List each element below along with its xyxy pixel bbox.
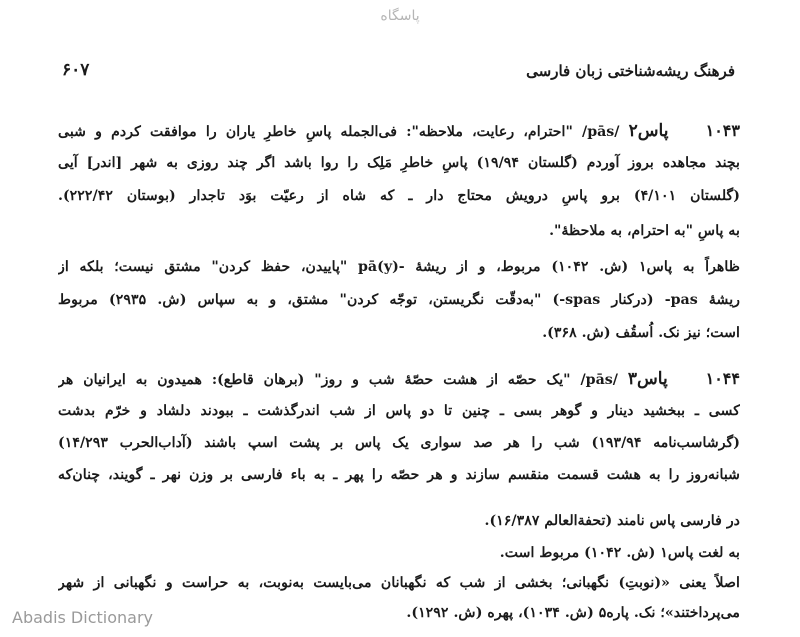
entry-1043-line-6: ریشهٔ pas- (درکنار spas-) "به‌دقّت نگریستن، توجّه کردن" مشتق، و به سپاس (ش. ۲۹۳۵) مربوط xyxy=(58,292,740,308)
watermark: Abadis Dictionary xyxy=(12,608,153,627)
entry-text: /pās/ "یک حصّه از هشت حصّهٔ شب و روز" (برهان قاطع): همیدون به ایرانیان هر xyxy=(58,372,618,388)
page-number: ۶۰۷ xyxy=(62,60,90,80)
entry-1044-line-8: می‌پرداختند»؛ نک. پاره۵ (ش. ۱۰۳۴)، پهره (ش. ۱۲۹۲). xyxy=(406,605,740,621)
entry-1044-line-1 xyxy=(58,366,740,392)
entry-number: ۱۰۴۴ xyxy=(705,369,740,388)
headword: پاس۲ xyxy=(628,121,669,141)
entry-1043-line-1 xyxy=(58,118,740,144)
entry-1044-line-6: به لغت پاس۱ (ش. ۱۰۴۲) مربوط است. xyxy=(499,545,740,561)
entry-1044-line-5: در فارسی پاس نامند (تحفة‌العالم ۱۶/۳۸۷). xyxy=(484,513,740,529)
entry-1043-line-5: ظاهراً به پاس۱ (ش. ۱۰۴۲) مربوط، و از ریشهٔ -pā(y) "پاییدن، حفظ کردن" مشتق نیست؛ بلکه از xyxy=(58,259,740,275)
headword: پاس۳ xyxy=(627,369,668,389)
entry-1043-line-2: بچند مجاهده بروز آوردم (گلستان ۱۹/۹۴) پاسِ خاطرِ مَلِک را روا باشد اگر چند روزی به شهر [اندر] آیی xyxy=(58,155,740,171)
entry-1044-line-3: (گرشاسب‌نامه ۱۹۳/۹۴) شب را هر صد سواری یک پاس بر پشت اسپ باشند (آداب‌الحرب ۱۴/۲۹۳) xyxy=(58,435,740,451)
entry-1044-line-7: اصلاً یعنی «(نوبتِ) نگهبانی؛ بخشی از شب که نگهبانان می‌بایست به‌نوبت، به حراست و نگهبانی از شهر xyxy=(58,575,740,591)
entry-1043-line-7: است؛ نیز نک. اُسقُف (ش. ۳۶۸). xyxy=(542,325,740,341)
entry-1044-line-2: کسی ـ ببخشید دینار و گوهر بسی ـ چنین تا دو پاس از شب اندرگذشت ـ ببودند دلشاد و خرّم بدشت xyxy=(58,403,740,419)
running-head: فرهنگ ریشه‌شناختی زبان فارسی xyxy=(526,62,735,80)
entry-number: ۱۰۴۳ xyxy=(705,121,740,140)
entry-1044-line-4: شبانه‌روز را به هشت قسمت منقسم سازند و هر حصّه را پهر ـ به باء فارسی بر وزن نهر ـ گویند، چنان‌که xyxy=(58,467,740,483)
page-label: پاسگاه xyxy=(380,8,420,24)
entry-1043-line-3: (گلستان ۴/۱۰۱) برو پاسِ درویش محتاج دار ـ که شاه از رعیّت بوَد تاجدار (بوستان ۲۲۲/۴۲). xyxy=(58,188,740,204)
entry-1043-line-4: به پاسِ "به احترام، به ملاحظهٔ". xyxy=(549,223,740,239)
entry-text: /pās/ "احترام، رعایت، ملاحظه": فی‌الجمله پاسِ خاطرِ یاران را موافقت کردم و شبی xyxy=(58,124,620,140)
